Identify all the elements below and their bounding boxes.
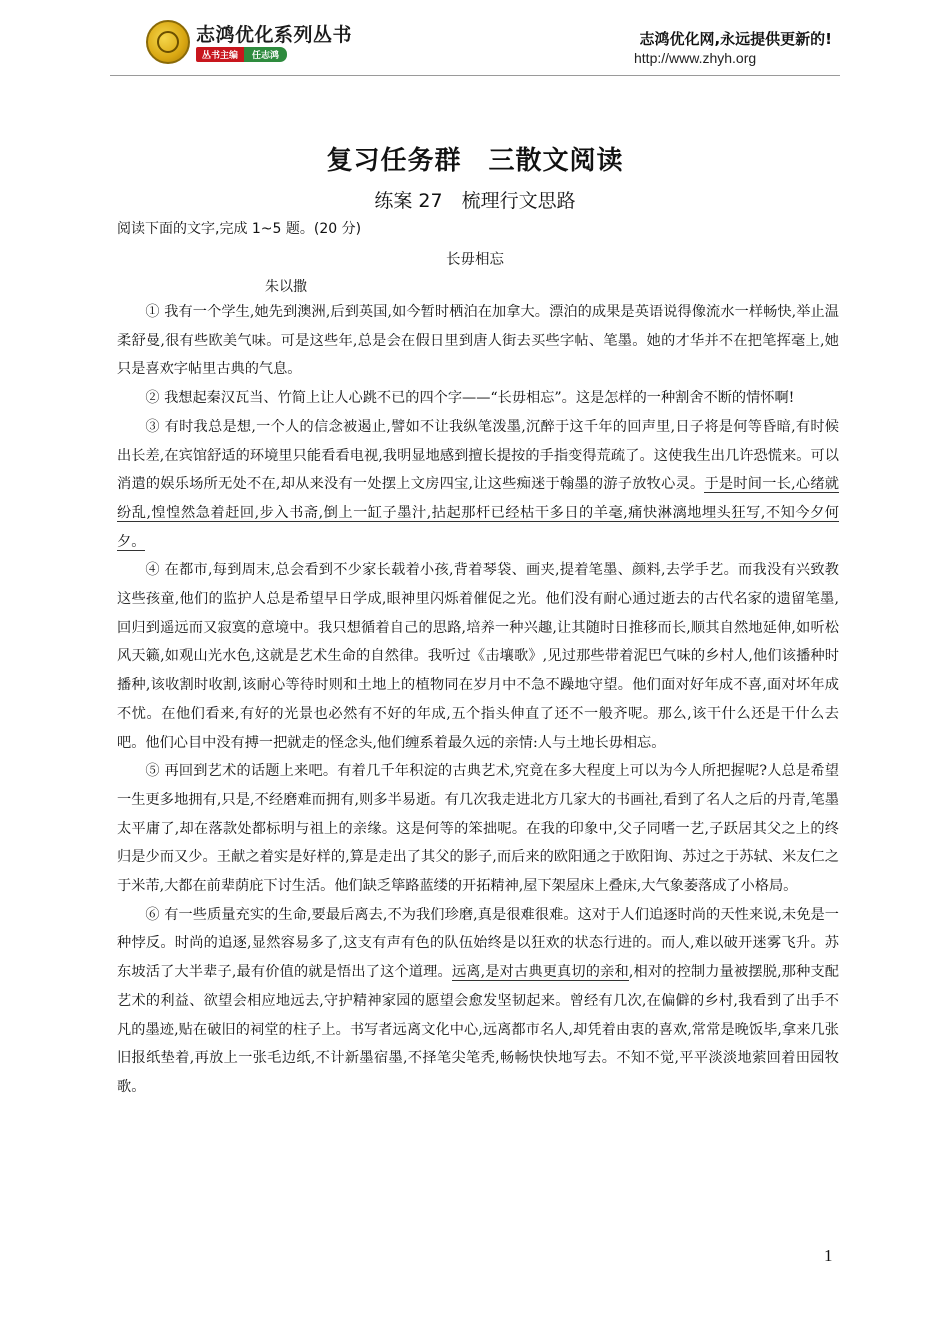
- underlined-sentence-6: 远离,是对古典更真切的亲和: [451, 964, 629, 981]
- sub-title: 练案 27 梳理行文思路: [374, 190, 576, 212]
- main-title: 复习任务群 三散文阅读: [326, 146, 624, 176]
- series-title: 志鸿优化系列丛书: [196, 24, 353, 46]
- header-url[interactable]: http://www.zhyh.org: [634, 50, 757, 66]
- paragraph-1: ① 我有一个学生,她先到澳洲,后到英国,如今暂时栖泊在加拿大。漂泊的成果是英语说得像流水一样畅快,举止温柔舒曼,很有些欧美气味。可是这些年,总是会在假日里到唐人街去买些字帖、笔墨。她的才华并不在把笔挥毫上,她只是喜欢字帖里古典的气息。: [117, 304, 839, 378]
- essay-title: 长毋相忘: [446, 252, 504, 268]
- paragraph-2: ② 我想起秦汉瓦当、竹简上让人心跳不已的四个字——“长毋相忘”。这是怎样的一种割舍不断的情怀啊!: [145, 390, 795, 407]
- essay-body: [117, 298, 839, 1102]
- page-header: [0, 0, 950, 100]
- editor-name: 任志鸿: [244, 47, 287, 62]
- page-number: 1: [824, 1246, 833, 1265]
- paragraph-4: ④ 在都市,每到周末,总会看到不少家长载着小孩,背着琴袋、画夹,提着笔墨、颜料,去学手艺。而我没有兴致教这些孩童,他们的监护人总是希望早日学成,眼神里闪烁着催促之光。他们没有耐心通过逝去的古代名家的遗留笔墨,回归到遥远而又寂寞的意境中。我只想循着自己的思路,培养一种兴趣,让其随时日推移而长,顺其自然地延伸,如听松风天籁,如观山光水色,这就是艺术生命的自然律。我听过《击壤歌》,见过那些带着泥巴气味的乡村人,他们该播种时播种,该收割时收割,该耐心等待时则和土地上的植物同在岁月中不急不躁地守望。他们面对好年成不喜,面对坏年成不忧。在他们看来,有好的光景也必然有不好的年成,五个指头伸直了还不一般齐呢。那么,该干什么还是干什么去吧。他们心目中没有搏一把就走的怪念头,他们缠系着最久远的亲情:人与土地长毋相忘。: [117, 562, 839, 751]
- editor-label: 丛书主编: [196, 47, 244, 62]
- paragraph-6: [117, 901, 839, 1102]
- editor-badge: [196, 47, 287, 61]
- paragraph-3-text: ③ 有时我总是想,一个人的信念被遏止,譬如不让我纵笔泼墨,沉醉于这千年的回声里,日子将是何等昏暗,有时候出长差,在宾馆舒适的环境里只能看看电视,我明显地感到擅长提按的手指变得荒疏了。这使我生出几许恐慌来。可以消遣的娱乐场所无处不在,却从来没有一处摆上文房四宝,让这些痴迷于翰墨的游子放牧心灵。: [117, 418, 839, 493]
- paragraph-6-text: ⑥ 有一些质量充实的生命,要最后离去,不为我们珍磨,真是很难很难。这对于人们追逐时尚的天性来说,未免是一种悖反。时尚的追逐,显然容易多了,这支有声有色的队伍始终是以狂欢的状态行进的。而人,难以破开迷雾飞升。苏东坡活了大半辈子,最有价值的就是悟出了这个道理。: [117, 906, 839, 981]
- instruction: 阅读下面的文字,完成 1~5 题。(20 分): [117, 221, 362, 237]
- essay-author: 朱以撒: [265, 279, 307, 295]
- paragraph-6-tail: ,相对的控制力量被摆脱,那种支配艺术的利益、欲望会相应地远去,守护精神家园的愿望会愈发坚韧起来。曾经有几次,在偏僻的乡村,我看到了出手不凡的墨迹,贴在破旧的祠堂的柱子上。书写者远离文化中心,远离都市名人,却凭着由衷的喜欢,常常是晚饭毕,拿来几张旧报纸垫着,再放上一张毛边纸,不计新墨宿墨,不择笔尖笔秃,畅畅快快地写去。不知不觉,平平淡淡地萦回着田园牧歌。: [117, 964, 839, 1095]
- series-logo-icon: [146, 20, 190, 64]
- header-divider: [110, 75, 840, 76]
- paragraph-3: [117, 413, 839, 557]
- underlined-sentence-3: 于是时间一长,心绪就纷乱,惶惶然急着赶回,步入书斋,倒上一缸子墨汁,拈起那杆已经枯干多日的羊毫,痛快淋漓地埋头狂写,不知今夕何夕。: [117, 476, 839, 550]
- paragraph-5: ⑤ 再回到艺术的话题上来吧。有着几千年积淀的古典艺术,究竟在多大程度上可以为今人所把握呢?人总是希望一生更多地拥有,只是,不经磨难而拥有,则多半易逝。有几次我走进北方几家大的书画社,看到了名人之后的丹青,笔墨太平庸了,却在落款处都标明与祖上的亲缘。这是何等的笨拙呢。在我的印象中,父子同嗜一艺,子跃居其父之上的终归是少而又少。王献之着实是好样的,算是走出了其父的影子,而后来的欧阳通之于欧阳询、苏过之于苏轼、米友仁之于米芾,大都在前辈荫庇下讨生活。他们缺乏筚路蓝缕的开拓精神,屋下架屋床上叠床,大气象萎落成了小格局。: [117, 763, 839, 895]
- header-slogan: 志鸿优化网,永远提供更新的!: [639, 30, 832, 48]
